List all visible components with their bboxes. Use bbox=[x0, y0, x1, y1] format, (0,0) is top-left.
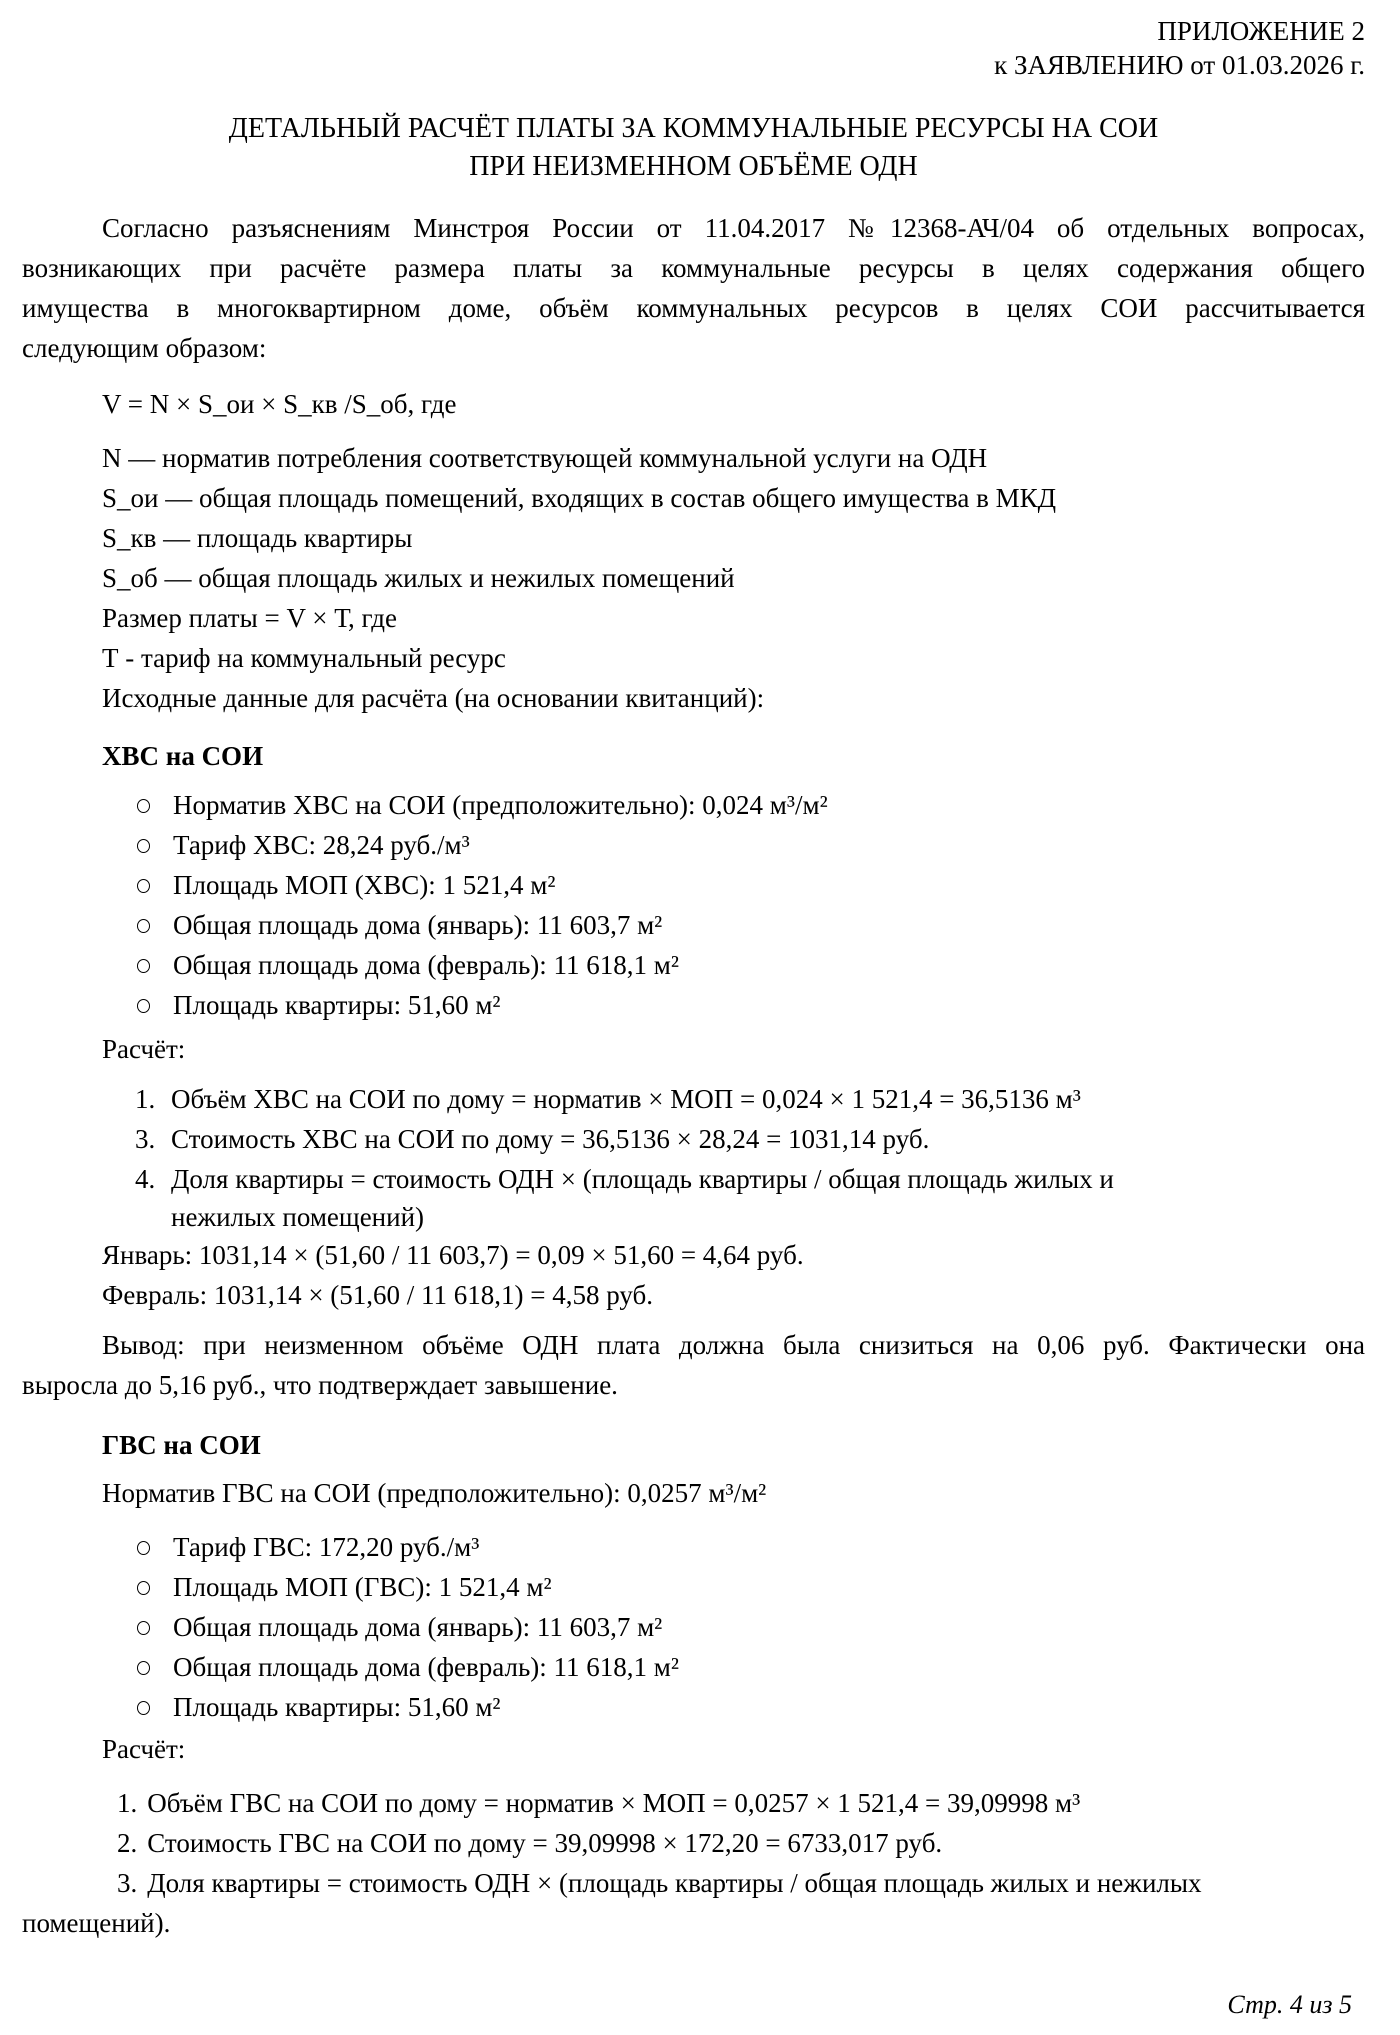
appendix-label: ПРИЛОЖЕНИЕ 2 bbox=[1157, 16, 1365, 46]
bullet-icon bbox=[137, 1661, 150, 1675]
intro-line: Согласно разъяснениям Минстроя России от 11.04.2017 №12368-АЧ/04 об отдельных вопросах, bbox=[102, 213, 1365, 243]
list-item bbox=[22, 945, 1365, 985]
list-item bbox=[22, 1647, 1365, 1687]
bullet-text: Площадь квартиры: 51,60 м² bbox=[173, 1692, 501, 1722]
bullet-text: Площадь квартиры: 51,60 м² bbox=[173, 990, 501, 1020]
calc-item bbox=[22, 1863, 1365, 1943]
item-first-line bbox=[22, 1863, 1365, 1903]
item-text: Доля квартиры = стоимость ОДН × (площадь квартиры / общая площадь жилых и нежилых bbox=[147, 1868, 1202, 1898]
list-item bbox=[22, 825, 1365, 865]
bullet-text: Тариф ГВС: 172,20 руб./м³ bbox=[173, 1532, 480, 1562]
bullet-text: Тариф ХВС: 28,24 руб./м³ bbox=[173, 830, 470, 860]
page-number-footer: Стр. 4 из 5 bbox=[1227, 1990, 1352, 2019]
bullet-text: Площадь МОП (ГВС): 1 521,4 м² bbox=[173, 1572, 552, 1602]
bullet-icon bbox=[137, 999, 150, 1013]
list-item bbox=[22, 1567, 1365, 1607]
bullet-text: Норматив ХВС на СОИ (предположительно): 0,024 м³/м² bbox=[173, 790, 828, 820]
list-item bbox=[22, 865, 1365, 905]
gvs-calc-list bbox=[22, 1783, 1365, 1943]
definition-s-oi: S_ои — общая площадь помещений, входящих в состав общего имущества в МКД bbox=[102, 483, 1057, 513]
conclusion-line: Вывод: при неизменном объёме ОДН плата должна была снизиться на 0,06 руб. Фактически она bbox=[102, 1330, 1365, 1360]
hvs-calc-list bbox=[22, 1079, 1365, 1235]
item-first-line bbox=[22, 1783, 1365, 1823]
gvs-norm-line: Норматив ГВС на СОИ (предположительно): 0,0257 м³/м² bbox=[102, 1478, 767, 1508]
document-title-line1: ДЕТАЛЬНЫЙ РАСЧЁТ ПЛАТЫ ЗА КОММУНАЛЬНЫЕ РЕСУРСЫ НА СОИ bbox=[228, 113, 1159, 144]
bullet-icon bbox=[137, 919, 150, 933]
conclusion-paragraph bbox=[22, 1325, 1365, 1405]
definition-n: N — норматив потребления соответствующей коммунальной услуги на ОДН bbox=[102, 443, 988, 473]
section-heading-hvs: ХВС на СОИ bbox=[102, 741, 264, 771]
list-item bbox=[22, 985, 1365, 1025]
bullet-text: Площадь МОП (ХВС): 1 521,4 м² bbox=[173, 870, 556, 900]
bullet-icon bbox=[137, 1541, 150, 1555]
definition-s-ob: S_об — общая площадь жилых и нежилых помещений bbox=[102, 563, 735, 593]
document-title-line2: ПРИ НЕИЗМЕННОМ ОБЪЁМЕ ОДН bbox=[469, 151, 918, 182]
calc-item bbox=[22, 1159, 1365, 1235]
bullet-text: Общая площадь дома (февраль): 11 618,1 м² bbox=[173, 950, 679, 980]
statement-reference: к ЗАЯВЛЕНИЮ от 01.03.2026 г. bbox=[994, 50, 1365, 80]
tariff-definition-line: Т - тариф на коммунальный ресурс bbox=[102, 643, 506, 673]
source-data-line: Исходные данные для расчёта (на основании квитанций): bbox=[102, 683, 765, 713]
definition-s-kv: S_кв — площадь квартиры bbox=[102, 523, 413, 553]
calc-label-hvs: Расчёт: bbox=[102, 1034, 186, 1064]
item-number: 1. bbox=[135, 1084, 156, 1114]
list-item bbox=[22, 1527, 1365, 1567]
item-number: 2. bbox=[117, 1828, 138, 1858]
intro-paragraph bbox=[22, 208, 1365, 368]
item-text: Объём ХВС на СОИ по дому = норматив × МОП = 0,024 × 1 521,4 = 36,5136 м³ bbox=[171, 1084, 1081, 1114]
item-number: 1. bbox=[117, 1788, 138, 1818]
bullet-icon bbox=[137, 879, 150, 893]
calc-item bbox=[22, 1119, 1365, 1159]
conclusion-line: выросла до 5,16 руб., что подтверждает завышение. bbox=[22, 1370, 618, 1400]
item-text-line: Доля квартиры = стоимость ОДН × (площадь квартиры / общая площадь жилых и bbox=[171, 1164, 1114, 1194]
item-text-line: нежилых помещений) bbox=[171, 1202, 425, 1232]
list-item bbox=[22, 1687, 1365, 1727]
bullet-icon bbox=[137, 839, 150, 853]
calc-item bbox=[22, 1823, 1365, 1863]
item-first-line bbox=[22, 1823, 1365, 1863]
calc-item bbox=[22, 1783, 1365, 1823]
bullet-icon bbox=[137, 1701, 150, 1715]
calc-label-gvs: Расчёт: bbox=[102, 1734, 186, 1764]
intro-line: следующим образом: bbox=[22, 333, 267, 363]
item-number: 4. bbox=[135, 1164, 156, 1194]
bullet-text: Общая площадь дома (февраль): 11 618,1 м² bbox=[173, 1652, 679, 1682]
volume-formula-line: V = N × S_ои × S_кв /S_об, где bbox=[102, 389, 457, 419]
item-text: Стоимость ГВС на СОИ по дому = 39,09998 × 172,20 = 6733,017 руб. bbox=[147, 1828, 943, 1858]
item-number: 3. bbox=[117, 1868, 138, 1898]
item-text-line: помещений). bbox=[22, 1908, 171, 1938]
bullet-icon bbox=[137, 1621, 150, 1635]
february-calc-line: Февраль: 1031,14 × (51,60 / 11 618,1) = 4,58 руб. bbox=[102, 1280, 654, 1310]
bullet-icon bbox=[137, 799, 150, 813]
document-title bbox=[22, 110, 1365, 186]
intro-line: имущества в многоквартирном доме, объём коммунальных ресурсов в целях СОИ рассчитывается bbox=[22, 293, 1365, 323]
item-text: Объём ГВС на СОИ по дому = норматив × МОП = 0,0257 × 1 521,4 = 39,09998 м³ bbox=[147, 1788, 1081, 1818]
january-calc-line: Январь: 1031,14 × (51,60 / 11 603,7) = 0,09 × 51,60 = 4,64 руб. bbox=[102, 1240, 804, 1270]
bullet-icon bbox=[137, 1581, 150, 1595]
calc-item bbox=[22, 1079, 1365, 1119]
list-item bbox=[22, 785, 1365, 825]
list-item bbox=[22, 905, 1365, 945]
header-block bbox=[22, 14, 1365, 82]
item-number: 3. bbox=[135, 1124, 156, 1154]
hvs-bullet-list bbox=[22, 785, 1365, 1025]
section-heading-gvs: ГВС на СОИ bbox=[102, 1430, 261, 1460]
item-text: Стоимость ХВС на СОИ по дому = 36,5136 × 28,24 = 1031,14 руб. bbox=[171, 1124, 930, 1154]
item-text bbox=[171, 1159, 1365, 1235]
intro-line: возникающих при расчёте размера платы за коммунальные ресурсы в целях содержания общего bbox=[22, 253, 1365, 283]
list-item bbox=[22, 1607, 1365, 1647]
gvs-bullet-list bbox=[22, 1527, 1365, 1727]
bullet-text: Общая площадь дома (январь): 11 603,7 м² bbox=[173, 910, 663, 940]
payment-formula-line: Размер платы = V × Т, где bbox=[102, 603, 397, 633]
bullet-text: Общая площадь дома (январь): 11 603,7 м² bbox=[173, 1612, 663, 1642]
bullet-icon bbox=[137, 959, 150, 973]
